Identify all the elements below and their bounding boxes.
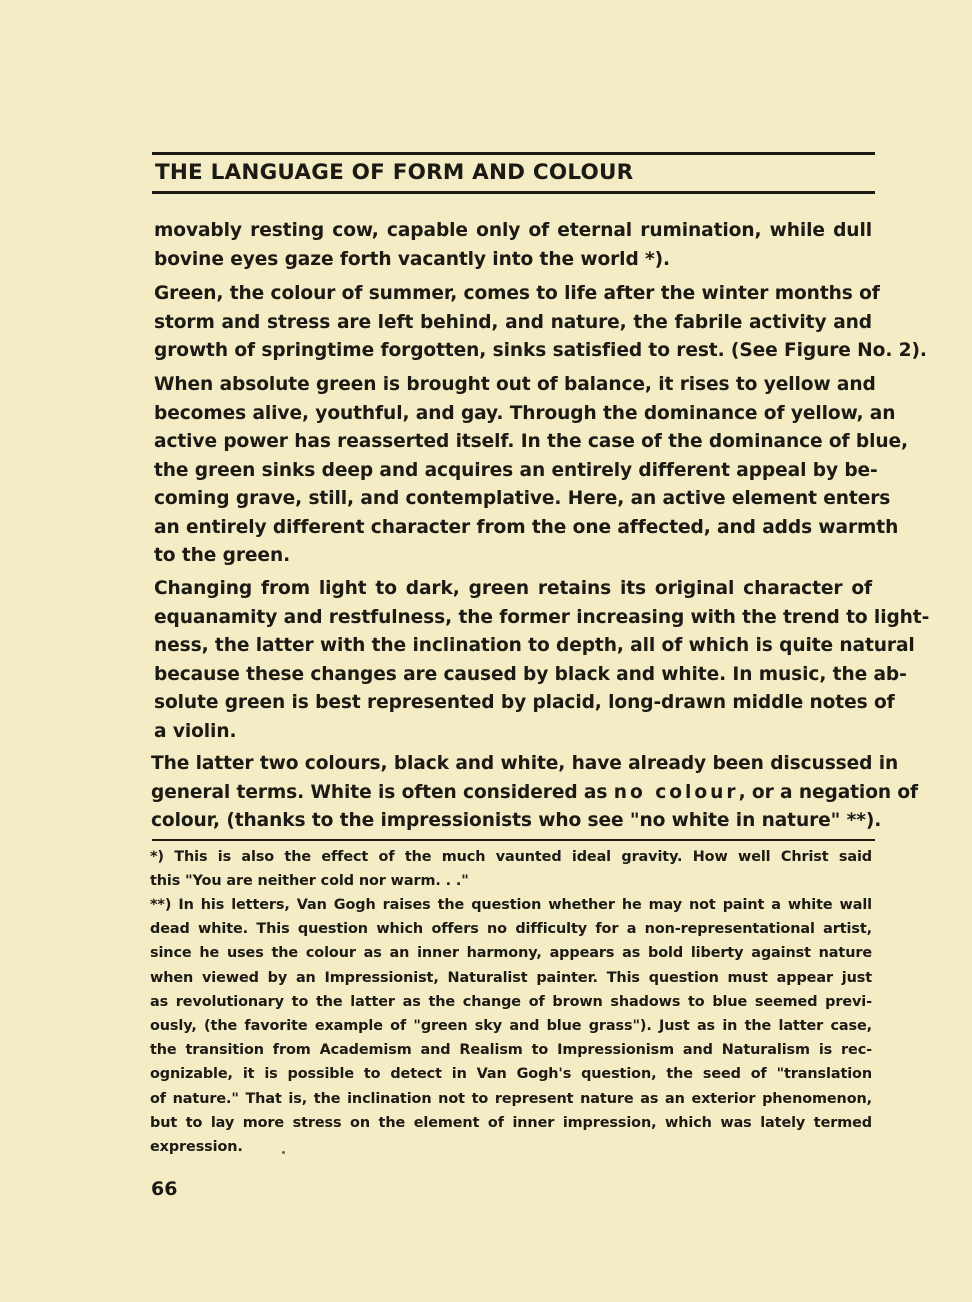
text-line: active power has reasserted itself. In the case of the dominance of blue, <box>154 431 909 452</box>
text-line: equanamity and restfulness, the former increasing with the trend to light- <box>154 606 930 628</box>
text-line: bovine eyes gaze forth vacantly into the world *). <box>154 248 671 270</box>
footnote-line: but to lay more stress on the element of inner impression, which was lately termed <box>150 1114 872 1131</box>
footnote-line: expression. <box>150 1139 243 1156</box>
footnote-line: **) In his letters, Van Gogh raises the question whether he may not paint a white wall <box>150 897 872 913</box>
paragraph-1 <box>154 217 872 274</box>
footnote-line: the transition from Academism and Realism to Impressionism and Naturalism is rec- <box>150 1042 872 1059</box>
text-line: Green, the colour of summer, comes to life after the winter months of <box>154 283 880 304</box>
text-line: When absolute green is brought out of balance, it rises to yellow and <box>154 374 876 395</box>
text-line: becomes alive, youthful, and gay. Through the dominance of yellow, an <box>154 402 896 424</box>
text-line: Changing from light to dark, green retains its original character of <box>154 578 872 599</box>
header-top-rule <box>152 152 875 155</box>
footnote-line: when viewed by an Impressionist, Naturalist painter. This question must appear just <box>150 969 872 986</box>
text-fragment: , or a negation of <box>738 781 919 803</box>
footnote-line: ously, (the favorite example of "green sky and blue grass"). Just as in the latter case, <box>150 1018 872 1035</box>
paragraph-4 <box>154 575 930 746</box>
paper-speck <box>282 1151 285 1154</box>
footnote-line: as revolutionary to the latter as the change of brown shadows to blue seemed previ- <box>150 993 872 1010</box>
text-line: coming grave, still, and contemplative. Here, an active element enters <box>154 488 891 509</box>
footnote-line: of nature." That is, the inclination not to represent nature as an exterior phenomenon, <box>150 1090 872 1107</box>
text-line: colour, (thanks to the impressionists who see "no white in nature" **). <box>151 810 882 831</box>
running-header: THE LANGUAGE OF FORM AND COLOUR <box>155 160 634 185</box>
text-line: solute green is best represented by placid, long-drawn middle notes of <box>154 692 895 713</box>
text-line: to the green. <box>154 545 291 566</box>
text-line: growth of springtime forgotten, sinks satisfied to rest. (See Figure No. 2). <box>154 340 927 361</box>
footnote-line: dead white. This question which offers no difficulty for a non-representational artist, <box>150 921 872 938</box>
text-line: an entirely different character from the one affected, and adds warmth <box>154 516 899 538</box>
footnote-1 <box>150 845 872 893</box>
text-line: ness, the latter with the inclination to depth, all of which is quite natural <box>154 635 915 656</box>
footnote-2 <box>150 893 872 1159</box>
footnote-line: since he uses the colour as an inner harmony, appears as bold liberty against nature <box>150 945 872 962</box>
text-line: because these changes are caused by black and white. In music, the ab- <box>154 663 907 685</box>
text-line: storm and stress are left behind, and nature, the fabrile activity and <box>154 311 872 333</box>
text-fragment: general terms. White is often considered as <box>151 781 614 803</box>
text-line: a violin. <box>154 720 237 742</box>
footnote-separator <box>152 839 875 841</box>
footnote-line: *) This is also the effect of the much vaunted ideal gravity. How well Christ said <box>150 849 872 865</box>
page-number: 66 <box>151 1178 178 1200</box>
header-bottom-rule <box>152 191 875 194</box>
text-line: the green sinks deep and acquires an entirely different appeal by be- <box>154 459 878 481</box>
text-line: The latter two colours, black and white, have already been discussed in <box>151 753 899 774</box>
paragraph-5 <box>151 750 919 836</box>
footnote-line: this "You are neither cold nor warm. . ." <box>150 873 469 890</box>
emphasized-term: no colour <box>613 781 739 803</box>
paragraph-2 <box>154 280 927 366</box>
paragraph-3 <box>154 371 909 571</box>
text-line <box>151 779 919 808</box>
text-line: movably resting cow, capable only of eternal rumination, while dull <box>154 220 872 241</box>
footnote-line: ognizable, it is possible to detect in Van Gogh's question, the seed of "translation <box>150 1066 872 1083</box>
